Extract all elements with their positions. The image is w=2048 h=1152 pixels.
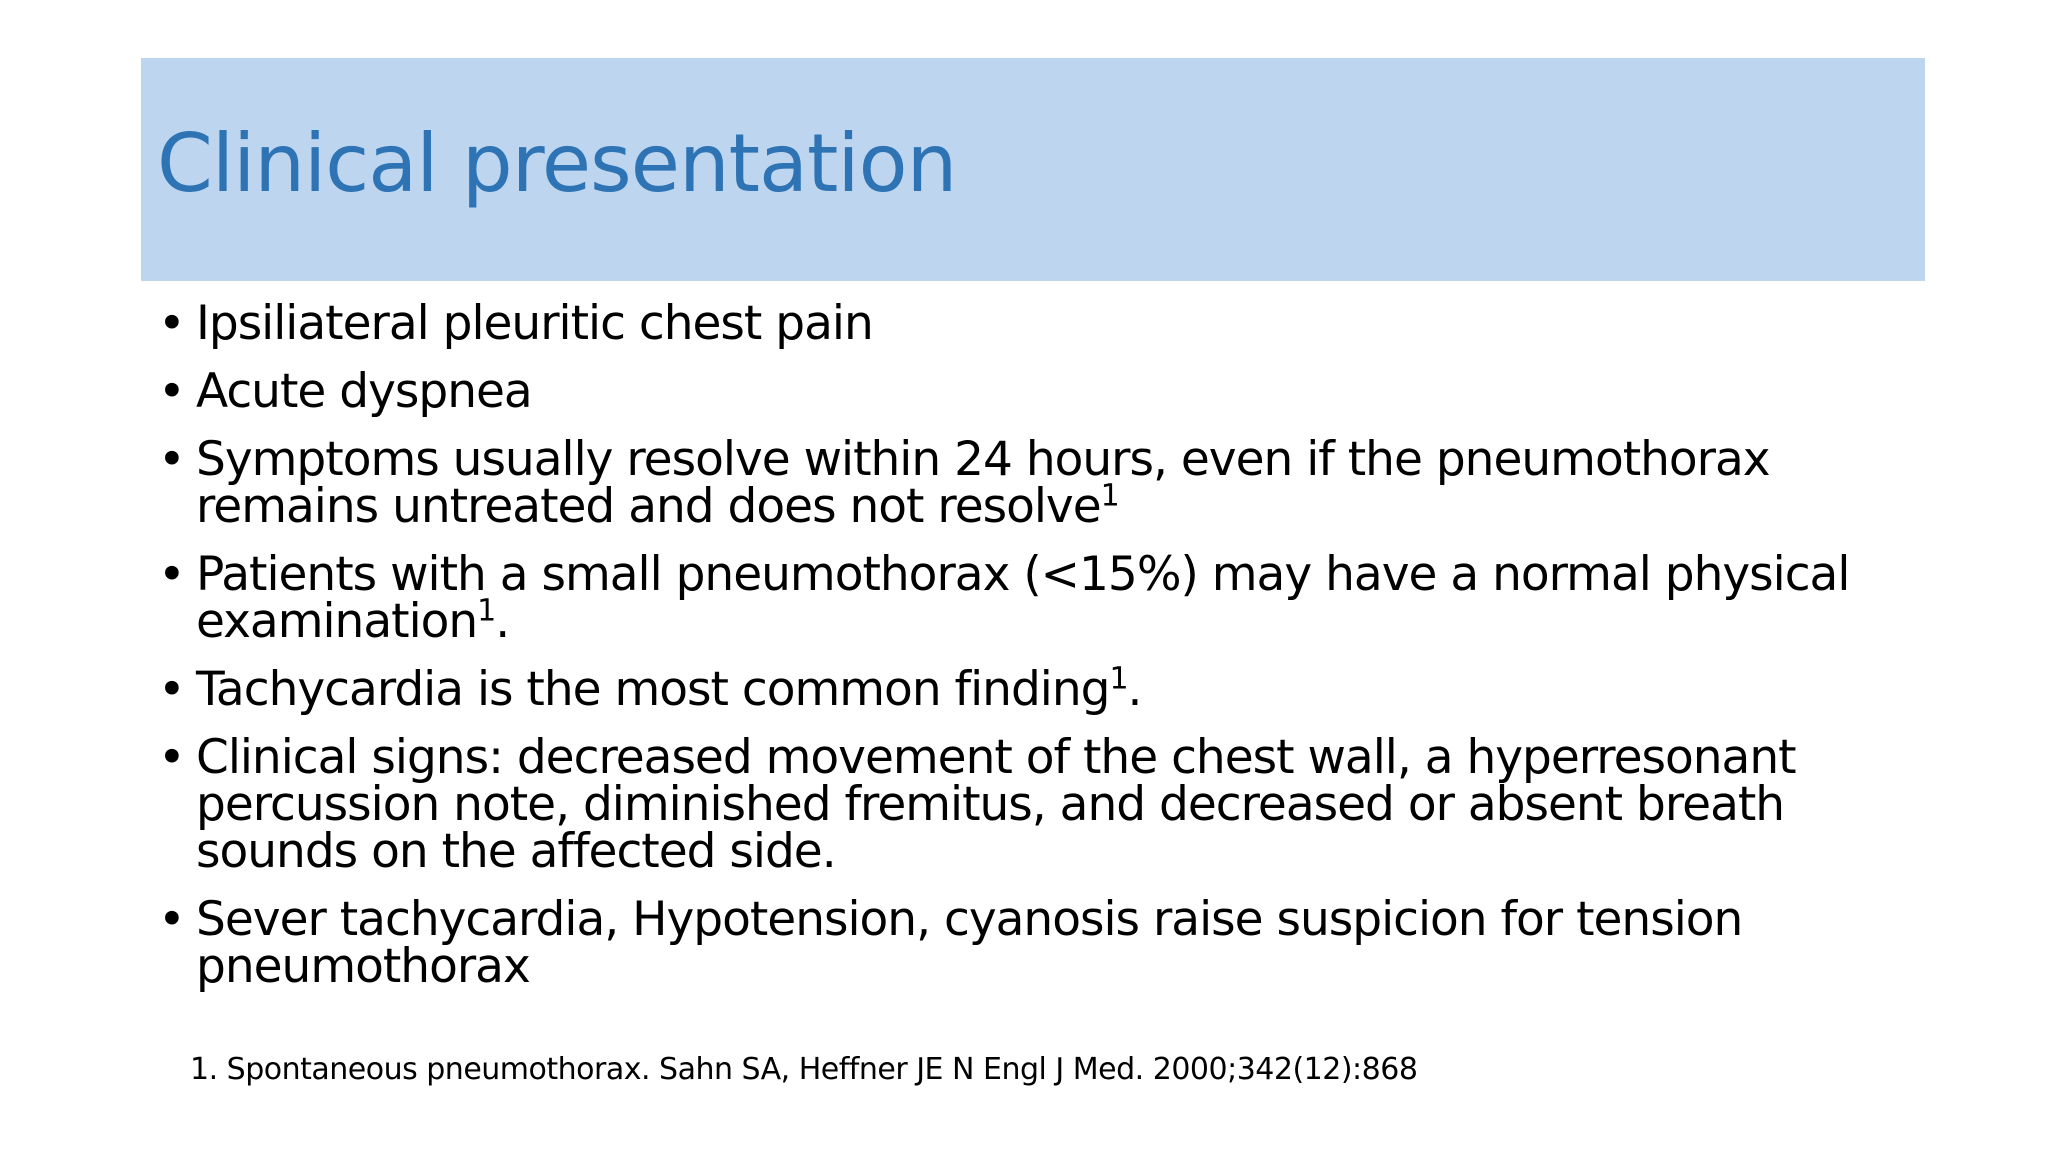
bullet-text: Sever tachycardia, Hypotension, cyanosis raise suspicion for tension pneumothorax [196,892,1743,994]
slide-title: Clinical presentation [157,117,957,210]
bullet-text: Patients with a small pneumothorax (<15%) may have a normal physical examination [196,547,1850,649]
bullet-item [150,892,1940,994]
citation-superscript: 1 [1100,478,1119,514]
bullet-icon: • [158,432,185,487]
bullet-item [150,547,1940,649]
reference-footnote: 1. Spontaneous pneumothorax. Sahn SA, Heffner JE N Engl J Med. 2000;342(12):868 [190,1052,1418,1087]
bullet-icon: • [158,296,185,351]
bullet-icon: • [158,662,185,717]
bullet-text: Ipsiliateral pleuritic chest pain [196,296,873,351]
title-band [141,58,1925,281]
bullet-text: Acute dyspnea [196,364,532,419]
bullet-item [150,364,1940,419]
bullet-item [150,730,1940,879]
bullet-icon: • [158,547,185,602]
bullet-text: Clinical signs: decreased movement of the chest wall, a hyperresonant percussion note, diminished fremitus, and decreased or absent breath sounds on the affected side. [196,730,1796,879]
bullet-text: Tachycardia is the most common finding [196,662,1110,717]
bullet-icon: • [158,730,185,785]
bullet-item [150,661,1940,717]
bullet-item [150,432,1940,534]
bullet-icon: • [158,892,185,947]
bullet-list [150,296,1940,1011]
bullet-text: Symptoms usually resolve within 24 hours, even if the pneumothorax remains untreated and does not resolve [196,432,1770,534]
citation-superscript: 1 [1109,661,1128,697]
bullet-icon: • [158,364,185,419]
citation-superscript: 1 [477,593,496,629]
bullet-item [150,296,1940,351]
bullet-trailing-punctuation: . [495,594,510,649]
bullet-trailing-punctuation: . [1127,662,1142,717]
